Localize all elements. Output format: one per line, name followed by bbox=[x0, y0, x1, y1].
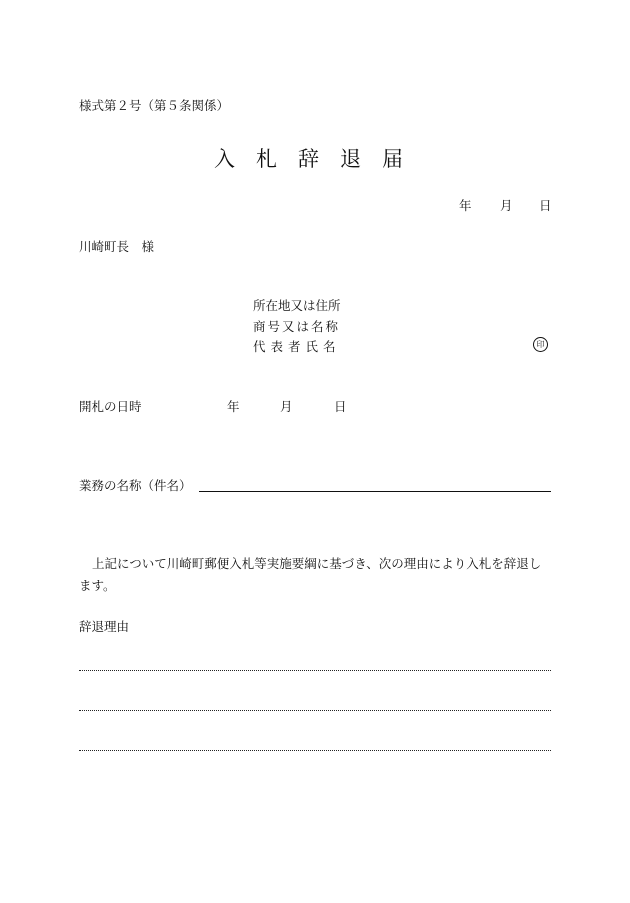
document-title: 入札辞退届 bbox=[214, 147, 424, 171]
project-name-label: 業務の名称（件名） bbox=[79, 478, 192, 493]
submission-day-label: 日 bbox=[539, 198, 552, 213]
addressee: 川崎町長 様 bbox=[79, 239, 155, 254]
form-number: 様式第２号（第５条関係） bbox=[79, 98, 230, 113]
submission-month-label: 月 bbox=[500, 198, 513, 213]
reason-line-1 bbox=[79, 670, 551, 671]
opening-date-label: 開札の日時 bbox=[79, 399, 142, 414]
address-label: 所在地又は住所 bbox=[253, 298, 341, 313]
seal-mark-icon: 印 bbox=[533, 337, 548, 352]
opening-day-label: 日 bbox=[334, 399, 347, 414]
project-name-line bbox=[199, 491, 551, 492]
opening-year-label: 年 bbox=[227, 399, 240, 414]
reason-line-2 bbox=[79, 710, 551, 711]
opening-month-label: 月 bbox=[280, 399, 293, 414]
representative-label: 代表者氏名 bbox=[253, 339, 341, 354]
trade-name-label: 商号又は名称 bbox=[253, 319, 341, 334]
withdrawal-statement: 上記について川崎町郵便入札等実施要綱に基づき、次の理由により入札を辞退します。 bbox=[79, 556, 542, 593]
reason-line-3 bbox=[79, 750, 551, 751]
submission-year-label: 年 bbox=[459, 198, 472, 213]
reason-label: 辞退理由 bbox=[79, 619, 130, 634]
